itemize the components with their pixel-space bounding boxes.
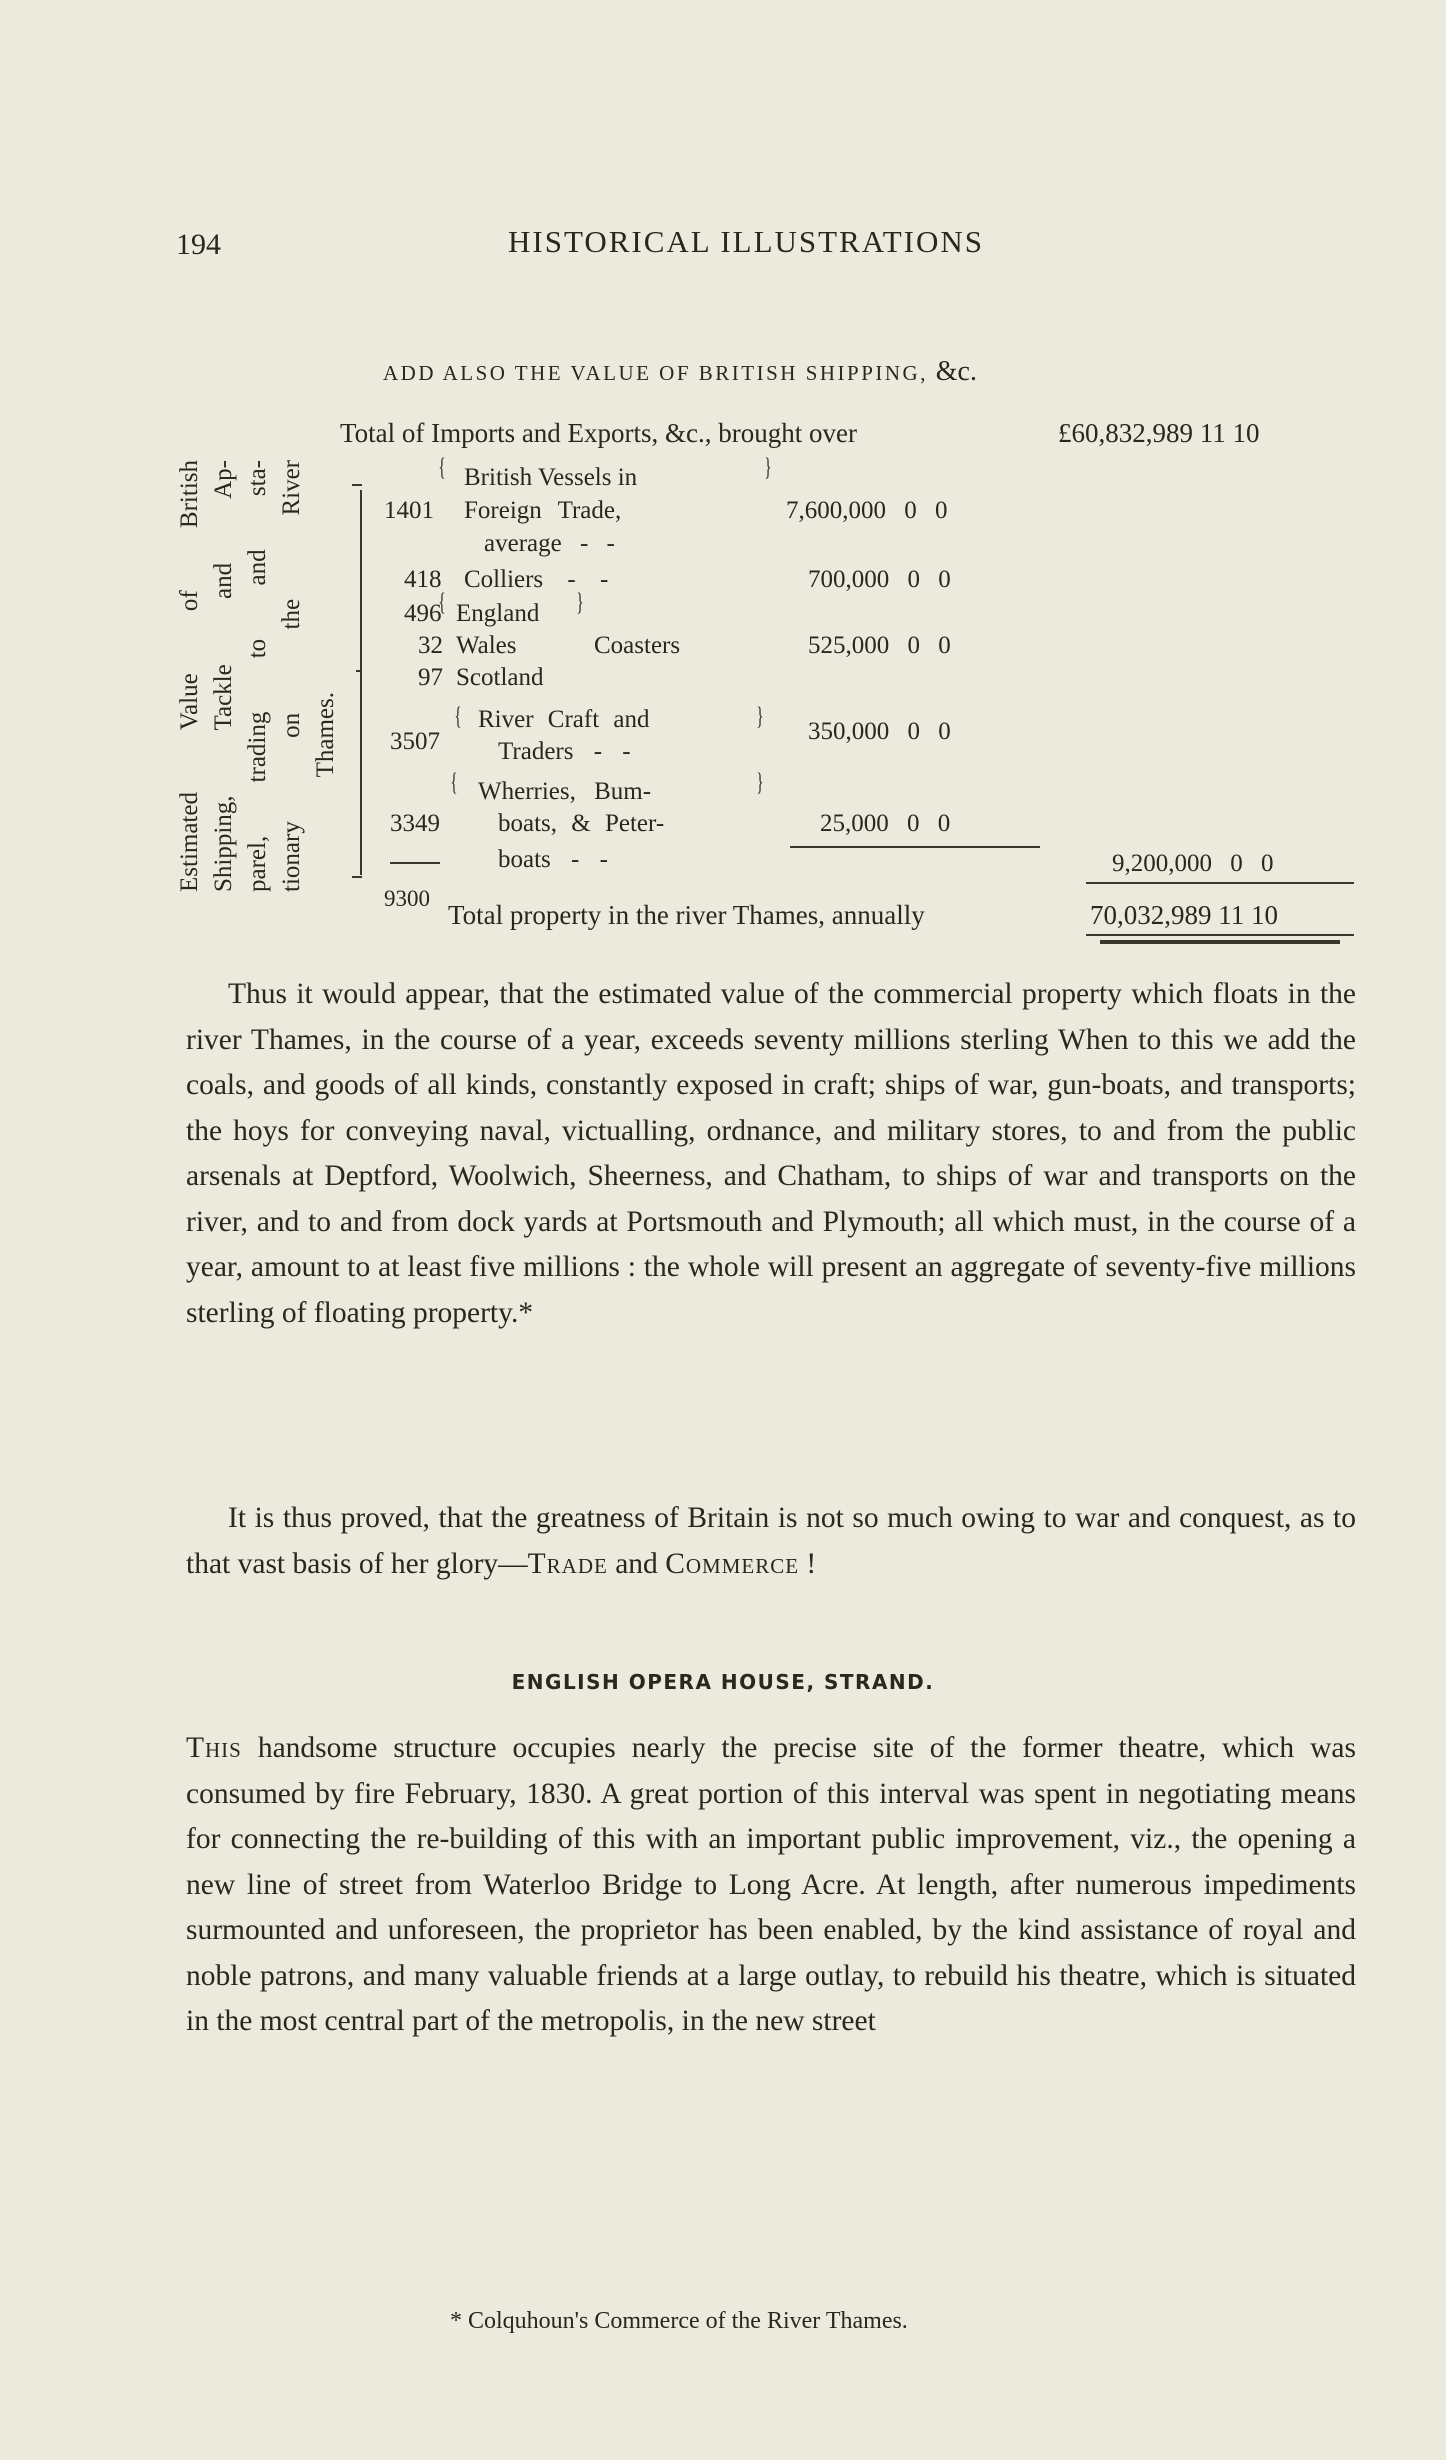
subtotal-amount: 9,200,000 0 0 bbox=[1112, 850, 1274, 877]
grand-total-rule-2 bbox=[1100, 940, 1340, 944]
row2-amount: 700,000 0 0 bbox=[808, 566, 951, 593]
row5-amount: 25,000 0 0 bbox=[820, 810, 951, 837]
row1-line2: Foreign Trade, bbox=[464, 497, 622, 524]
row5-brace: { bbox=[450, 769, 458, 796]
subtotal-rule bbox=[1086, 882, 1354, 884]
row1-count: 1401 bbox=[384, 497, 434, 524]
footnote: * Colquhoun's Commerce of the River Thames. bbox=[450, 2308, 908, 2334]
running-head: HISTORICAL ILLUSTRATIONS bbox=[508, 224, 984, 259]
side-label-line-4: tionary on the River bbox=[278, 460, 305, 892]
row3-line3: Scotland bbox=[456, 664, 544, 691]
row3-close-brace: } bbox=[576, 589, 584, 616]
row4-brace: { bbox=[454, 703, 462, 730]
row3-line2: Wales bbox=[456, 632, 517, 659]
row1-close-brace: } bbox=[764, 454, 772, 481]
paragraph-1 bbox=[186, 972, 1356, 1336]
row3-count-wales: 32 bbox=[418, 632, 443, 659]
row4-close-brace: } bbox=[756, 703, 764, 730]
brought-over-amount: £60,832,989 11 10 bbox=[1058, 418, 1260, 448]
row5-line1: Wherries, Bum- bbox=[478, 778, 652, 805]
row3-count-england: 496 bbox=[404, 600, 442, 627]
side-label-line-3: parel, trading to and sta- bbox=[244, 460, 271, 892]
row4-line2: Traders - - bbox=[498, 738, 631, 765]
row2-label: Colliers - - bbox=[464, 566, 609, 593]
row5-close-brace: } bbox=[756, 769, 764, 796]
brought-over-label: Total of Imports and Exports, &c., brought over bbox=[340, 418, 858, 448]
table-heading-amp: &c. bbox=[935, 356, 977, 387]
paragraph-2-body: It is thus proved, that the greatness of Britain is not so much owing to war and conquest, as to that vast basis of her glory— bbox=[186, 1502, 1356, 1580]
grand-total-rule-1 bbox=[1086, 934, 1354, 936]
table-heading bbox=[383, 356, 977, 388]
section-paragraph-text bbox=[186, 1726, 1356, 2045]
row1-brace: { bbox=[438, 454, 446, 481]
grand-total-label: Total property in the river Thames, annually bbox=[448, 900, 925, 930]
count-rule bbox=[390, 862, 440, 864]
paragraph-2-text bbox=[186, 1496, 1356, 1587]
row5-line3: boats - - bbox=[498, 846, 608, 873]
vessel-total: 9300 bbox=[384, 886, 430, 911]
row5-line2: boats, & Peter- bbox=[498, 810, 665, 837]
row4-count: 3507 bbox=[390, 728, 440, 755]
side-label-line-2: Shipping, Tackle and Ap- bbox=[210, 460, 237, 892]
paragraph-1-text: Thus it would appear, that the estimated value of the commercial property which floats in the river Thames, in the course of a year, exceeds seventy millions sterling When to this we add the coals, and goods of all kinds, constantly exposed in craft; ships of war, gun-boats, and transports; the hoys for conveying naval, victualling, ordnance, and military stores, to and from the public arsenals at Deptford, Woolwich, Sheerness, and Chatham, to ships of war and transports on the river, and to and from dock yards at Portsmouth and Plymouth; all which must, in the course of a year, amount to at least five millions : the whole will present an aggregate of seventy-five millions sterling of floating property.* bbox=[186, 978, 1356, 1329]
row2-count: 418 bbox=[404, 566, 442, 593]
table-heading-main: ADD ALSO THE VALUE OF BRITISH SHIPPING, bbox=[383, 361, 928, 385]
paragraph-2-trade: Trade bbox=[527, 1547, 608, 1580]
section-paragraph bbox=[186, 1726, 1356, 2045]
row3-brace: { bbox=[438, 589, 446, 616]
section-title: ENGLISH OPERA HOUSE, STRAND. bbox=[511, 1670, 935, 1694]
section-body: handsome structure occupies nearly the precise site of the former theatre, which was consumed by fire February, 1830. A great portion of this interval was spent in negotiating means for connecting the re-building of this with an important public improvement, viz., the opening a new line of street from Waterloo Bridge to Long Acre. At length, after numerous impediments surmounted and unforeseen, the proprietor has been enabled, by the kind assistance of royal and noble patrons, and many valuable friends at a large outlay, to rebuild his theatre, which is situated in the most central part of the metropolis, in the new street bbox=[186, 1732, 1356, 2037]
side-label bbox=[172, 460, 362, 892]
row3-amount: 525,000 0 0 bbox=[808, 632, 951, 659]
row3-coasters: Coasters bbox=[594, 632, 681, 659]
side-label-line-1: Estimated Value of British bbox=[176, 460, 203, 892]
row1-line3: average - - bbox=[484, 530, 615, 557]
side-label-line-5: Thames. bbox=[312, 692, 339, 778]
grand-total-amount: 70,032,989 11 10 bbox=[1090, 900, 1278, 930]
row3-count-scotland: 97 bbox=[418, 664, 443, 691]
page-number: 194 bbox=[176, 228, 221, 261]
row4-line1: River Craft and bbox=[478, 706, 650, 733]
paragraph-2-end: ! bbox=[799, 1547, 817, 1580]
paragraph-2-and: and bbox=[607, 1547, 666, 1580]
paragraph-2-commerce: Commerce bbox=[665, 1547, 800, 1580]
row4-amount: 350,000 0 0 bbox=[808, 718, 951, 745]
row5-count: 3349 bbox=[390, 810, 440, 837]
row1-amount: 7,600,000 0 0 bbox=[786, 497, 948, 524]
amounts-rule bbox=[790, 846, 1040, 848]
row3-line1: England bbox=[456, 600, 540, 627]
row1-line1: British Vessels in bbox=[464, 464, 638, 491]
section-first-word: This bbox=[186, 1732, 242, 1764]
paragraph-2 bbox=[186, 1496, 1356, 1587]
